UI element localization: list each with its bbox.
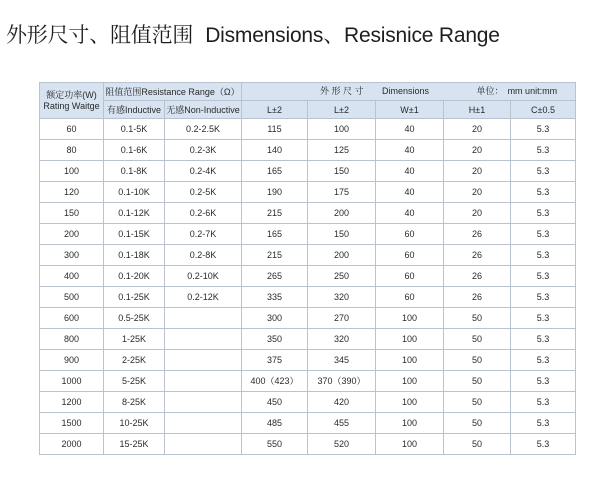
l2-cell: 370（390）	[308, 371, 376, 392]
l2-cell: 150	[308, 161, 376, 182]
l2-cell: 270	[308, 308, 376, 329]
w-cell: 40	[376, 182, 444, 203]
l1-cell: 400（423）	[242, 371, 308, 392]
c-cell: 5.3	[511, 308, 576, 329]
l1-cell: 215	[242, 245, 308, 266]
l2-cell: 200	[308, 245, 376, 266]
c-cell: 5.3	[511, 392, 576, 413]
non-inductive-cell: 0.2-2.5K	[165, 119, 242, 140]
col-l2-header: L±2	[308, 101, 376, 119]
rating-cell: 100	[40, 161, 104, 182]
non-inductive-cell: 0.2-3K	[165, 140, 242, 161]
l2-cell: 175	[308, 182, 376, 203]
non-inductive-cell	[165, 308, 242, 329]
w-cell: 60	[376, 266, 444, 287]
table-row	[40, 308, 576, 329]
l1-cell: 140	[242, 140, 308, 161]
rating-cell: 120	[40, 182, 104, 203]
non-inductive-cell: 0.2-5K	[165, 182, 242, 203]
inductive-cell: 0.1-5K	[104, 119, 165, 140]
h-cell: 50	[444, 371, 511, 392]
w-cell: 100	[376, 434, 444, 455]
l2-cell: 200	[308, 203, 376, 224]
h-cell: 50	[444, 329, 511, 350]
dimensions-header-en: Dimensions	[382, 86, 430, 96]
h-cell: 26	[444, 287, 511, 308]
table-row	[40, 287, 576, 308]
resistance-range-header: 阻值范围Resistance Range（Ω）	[104, 83, 242, 101]
col-l1-header: L±2	[242, 101, 308, 119]
h-cell: 26	[444, 245, 511, 266]
dimensions-table	[39, 82, 576, 455]
inductive-cell: 0.1-6K	[104, 140, 165, 161]
h-cell: 50	[444, 413, 511, 434]
w-cell: 40	[376, 140, 444, 161]
inductive-cell: 0.1-25K	[104, 287, 165, 308]
inductive-cell: 2-25K	[104, 350, 165, 371]
l2-cell: 320	[308, 287, 376, 308]
table-row	[40, 266, 576, 287]
w-cell: 100	[376, 392, 444, 413]
table-row	[40, 392, 576, 413]
w-cell: 100	[376, 413, 444, 434]
rating-cell: 500	[40, 287, 104, 308]
table-row	[40, 203, 576, 224]
unit-label-cn: 单位：	[476, 86, 504, 96]
dimensions-header-cn: 外 形 尺 寸	[320, 86, 364, 96]
l1-cell: 215	[242, 203, 308, 224]
rating-cell: 80	[40, 140, 104, 161]
c-cell: 5.3	[511, 203, 576, 224]
l1-cell: 450	[242, 392, 308, 413]
l2-cell: 250	[308, 266, 376, 287]
inductive-cell: 1-25K	[104, 329, 165, 350]
l1-cell: 485	[242, 413, 308, 434]
non-inductive-cell	[165, 392, 242, 413]
table-row	[40, 140, 576, 161]
w-cell: 60	[376, 245, 444, 266]
col-c-header: C±0.5	[511, 101, 576, 119]
l1-cell: 265	[242, 266, 308, 287]
non-inductive-cell	[165, 329, 242, 350]
rating-cell: 800	[40, 329, 104, 350]
non-inductive-cell	[165, 350, 242, 371]
inductive-cell: 0.1-18K	[104, 245, 165, 266]
table-row	[40, 119, 576, 140]
c-cell: 5.3	[511, 287, 576, 308]
table-row	[40, 245, 576, 266]
non-inductive-cell: 0.2-4K	[165, 161, 242, 182]
table-row	[40, 434, 576, 455]
h-cell: 50	[444, 350, 511, 371]
w-cell: 40	[376, 203, 444, 224]
inductive-cell: 15-25K	[104, 434, 165, 455]
inductive-cell: 0.5-25K	[104, 308, 165, 329]
l1-cell: 335	[242, 287, 308, 308]
l1-cell: 375	[242, 350, 308, 371]
header-row-top	[40, 83, 576, 101]
l2-cell: 345	[308, 350, 376, 371]
l1-cell: 350	[242, 329, 308, 350]
c-cell: 5.3	[511, 266, 576, 287]
h-cell: 20	[444, 161, 511, 182]
l2-cell: 150	[308, 224, 376, 245]
w-cell: 40	[376, 161, 444, 182]
l2-cell: 100	[308, 119, 376, 140]
rating-cell: 600	[40, 308, 104, 329]
rating-cell: 60	[40, 119, 104, 140]
title-en: Dismensions、Resisnice Range	[205, 24, 500, 47]
c-cell: 5.3	[511, 350, 576, 371]
h-cell: 50	[444, 434, 511, 455]
unit-value: mm unit:mm	[507, 86, 558, 96]
rating-cell: 200	[40, 224, 104, 245]
l2-cell: 520	[308, 434, 376, 455]
non-inductive-cell	[165, 434, 242, 455]
non-inductive-cell: 0.2-10K	[165, 266, 242, 287]
col-w-header: W±1	[376, 101, 444, 119]
h-cell: 20	[444, 182, 511, 203]
inductive-header: 有感Inductive	[104, 101, 165, 119]
h-cell: 20	[444, 140, 511, 161]
l2-cell: 455	[308, 413, 376, 434]
c-cell: 5.3	[511, 119, 576, 140]
table-row	[40, 161, 576, 182]
c-cell: 5.3	[511, 140, 576, 161]
col-h-header: H±1	[444, 101, 511, 119]
w-cell: 100	[376, 329, 444, 350]
inductive-cell: 0.1-10K	[104, 182, 165, 203]
non-inductive-cell: 0.2-7K	[165, 224, 242, 245]
l1-cell: 190	[242, 182, 308, 203]
non-inductive-cell: 0.2-8K	[165, 245, 242, 266]
h-cell: 26	[444, 224, 511, 245]
rating-header-cn: 额定功率(W)	[46, 89, 97, 100]
h-cell: 50	[444, 308, 511, 329]
non-inductive-cell: 0.2-12K	[165, 287, 242, 308]
rating-cell: 300	[40, 245, 104, 266]
w-cell: 60	[376, 287, 444, 308]
table-row	[40, 371, 576, 392]
rating-cell: 2000	[40, 434, 104, 455]
inductive-cell: 0.1-12K	[104, 203, 165, 224]
inductive-cell: 8-25K	[104, 392, 165, 413]
title-cn: 外形尺寸、阻值范围	[6, 24, 194, 47]
rating-header	[40, 83, 104, 119]
c-cell: 5.3	[511, 161, 576, 182]
h-cell: 50	[444, 392, 511, 413]
inductive-cell: 0.1-8K	[104, 161, 165, 182]
non-inductive-header: 无感Non-Inductive	[165, 101, 242, 119]
table-row	[40, 413, 576, 434]
h-cell: 26	[444, 266, 511, 287]
l1-cell: 165	[242, 161, 308, 182]
non-inductive-cell	[165, 413, 242, 434]
h-cell: 20	[444, 119, 511, 140]
dimensions-header	[242, 83, 576, 101]
non-inductive-cell: 0.2-6K	[165, 203, 242, 224]
c-cell: 5.3	[511, 245, 576, 266]
c-cell: 5.3	[511, 371, 576, 392]
l2-cell: 125	[308, 140, 376, 161]
l1-cell: 115	[242, 119, 308, 140]
inductive-cell: 0.1-20K	[104, 266, 165, 287]
unit-label	[473, 86, 558, 96]
rating-cell: 400	[40, 266, 104, 287]
inductive-cell: 10-25K	[104, 413, 165, 434]
table-row	[40, 224, 576, 245]
header-row-sub	[40, 101, 576, 119]
rating-header-en: Rating Waitge	[43, 100, 100, 111]
c-cell: 5.3	[511, 413, 576, 434]
inductive-cell: 5-25K	[104, 371, 165, 392]
page-title	[6, 19, 500, 49]
c-cell: 5.3	[511, 182, 576, 203]
w-cell: 100	[376, 350, 444, 371]
non-inductive-cell	[165, 371, 242, 392]
c-cell: 5.3	[511, 224, 576, 245]
rating-cell: 1200	[40, 392, 104, 413]
l1-cell: 550	[242, 434, 308, 455]
w-cell: 100	[376, 308, 444, 329]
h-cell: 20	[444, 203, 511, 224]
table-row	[40, 350, 576, 371]
l2-cell: 320	[308, 329, 376, 350]
c-cell: 5.3	[511, 434, 576, 455]
w-cell: 40	[376, 119, 444, 140]
rating-cell: 1000	[40, 371, 104, 392]
c-cell: 5.3	[511, 329, 576, 350]
w-cell: 60	[376, 224, 444, 245]
l1-cell: 300	[242, 308, 308, 329]
l2-cell: 420	[308, 392, 376, 413]
rating-cell: 150	[40, 203, 104, 224]
rating-cell: 1500	[40, 413, 104, 434]
inductive-cell: 0.1-15K	[104, 224, 165, 245]
rating-cell: 900	[40, 350, 104, 371]
table-row	[40, 182, 576, 203]
l1-cell: 165	[242, 224, 308, 245]
table-body	[40, 119, 576, 455]
w-cell: 100	[376, 371, 444, 392]
table-row	[40, 329, 576, 350]
